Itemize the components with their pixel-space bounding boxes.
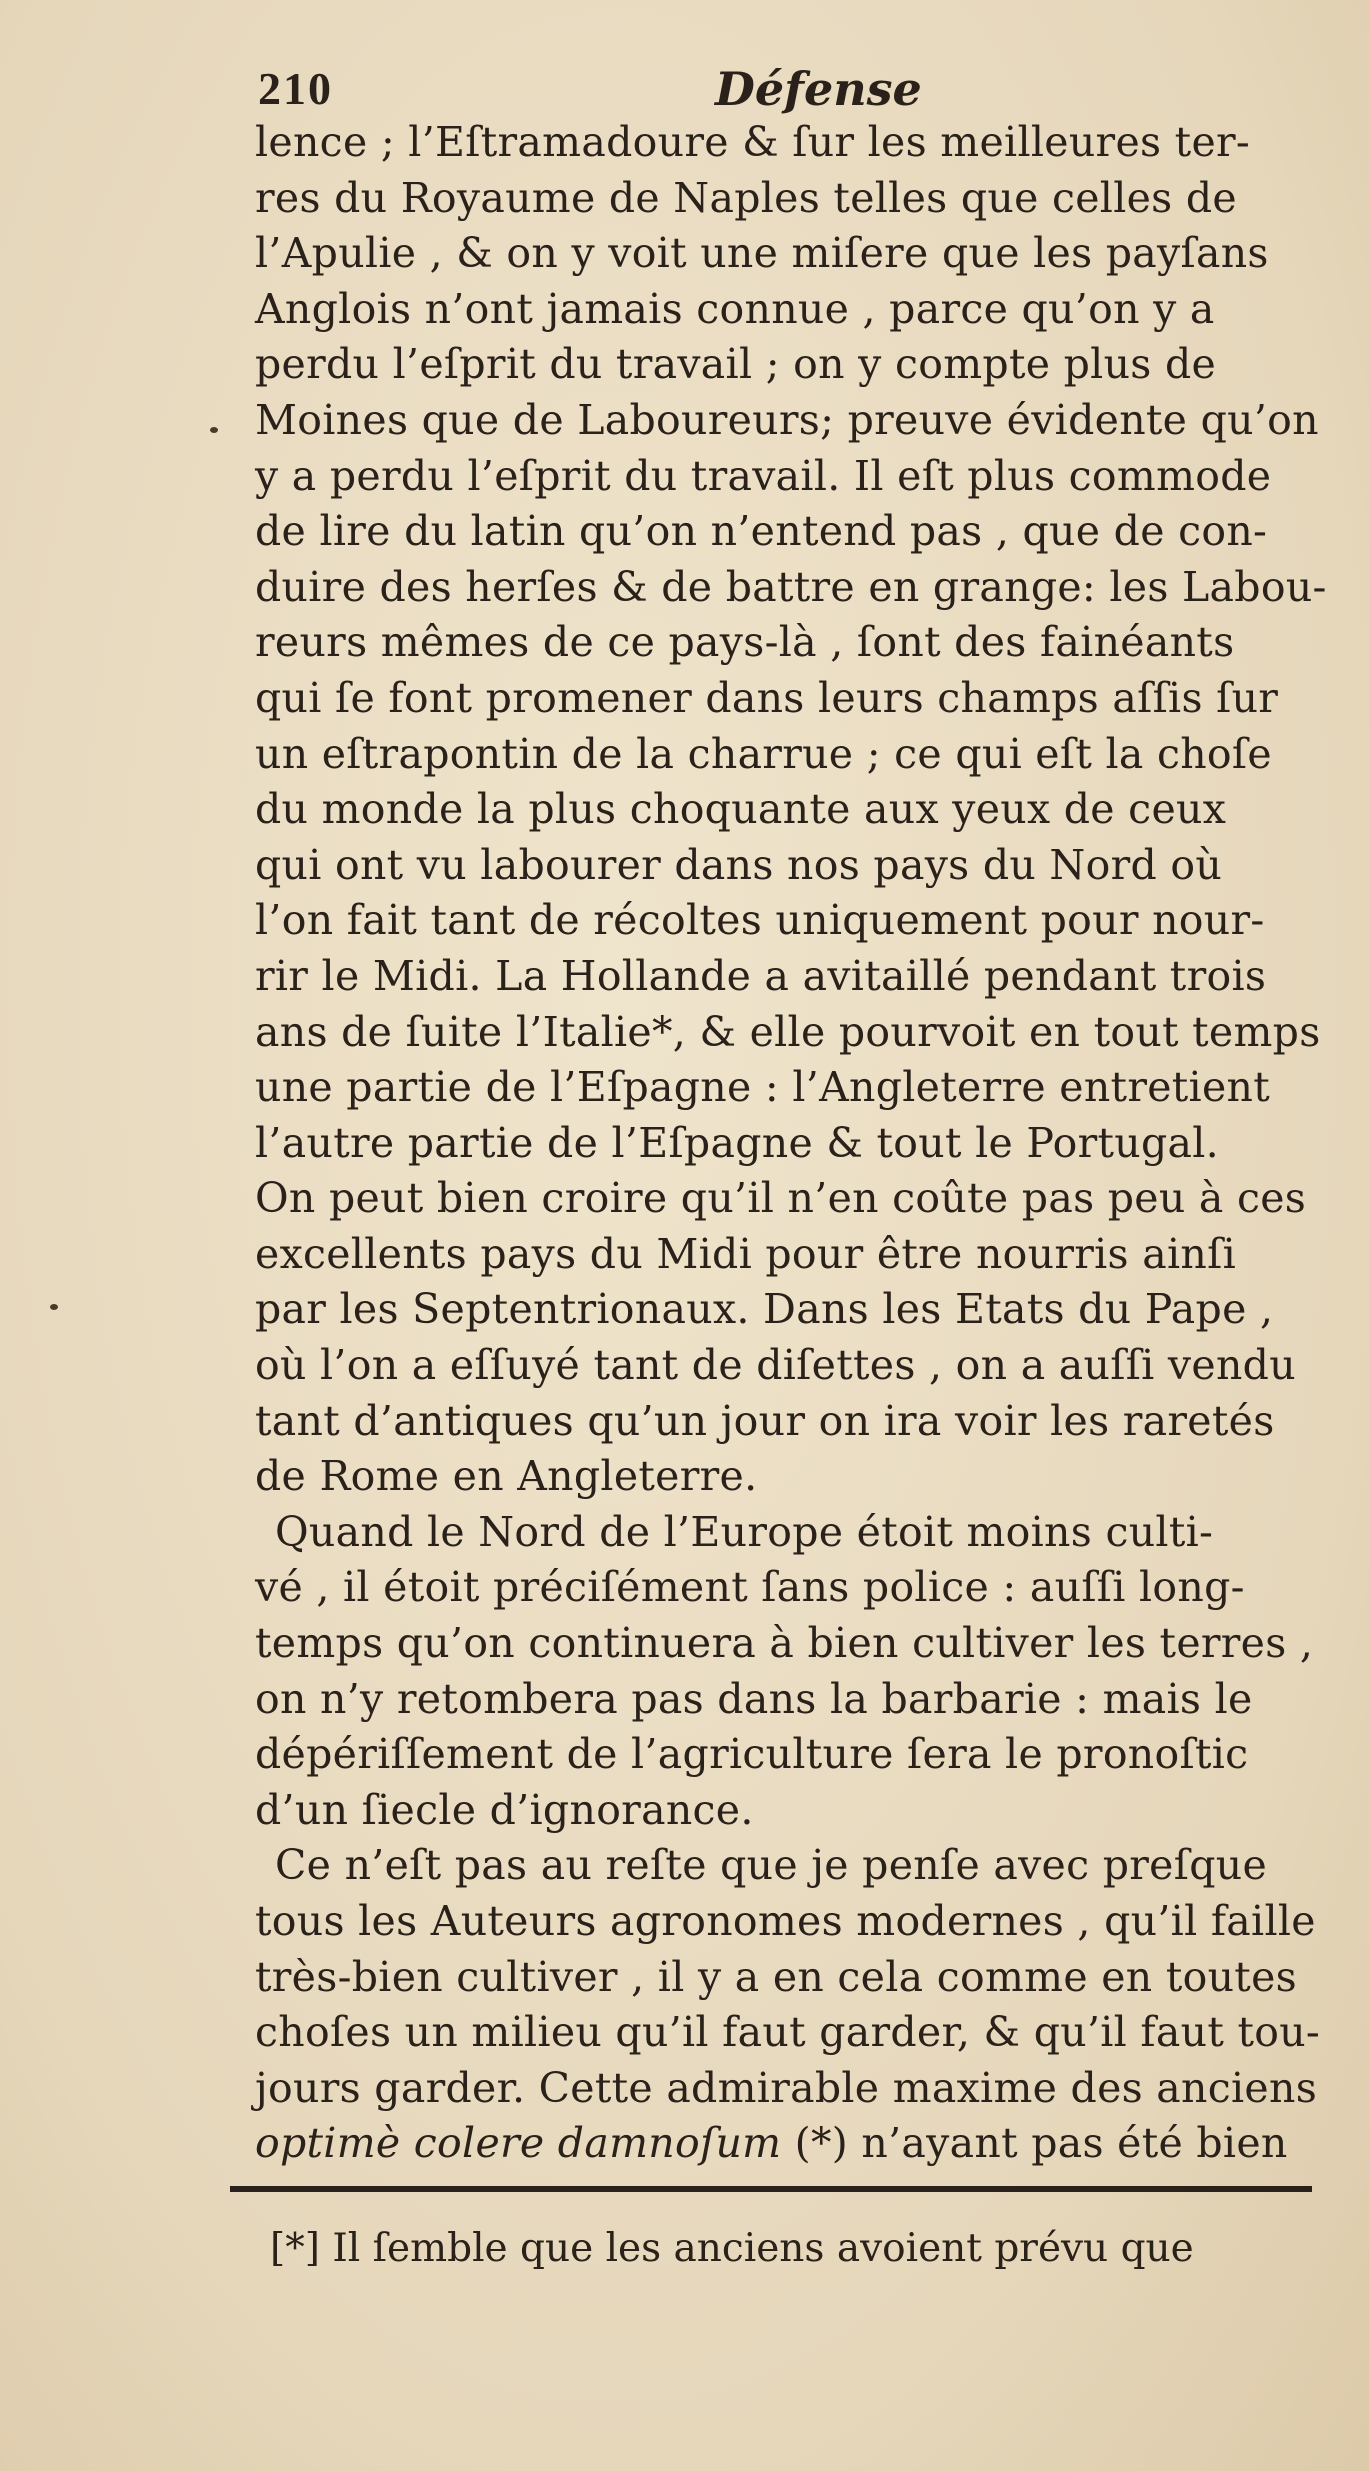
text-line-paragraph-start: Quand le Nord de l’Europe étoit moins culti- — [275, 1507, 1214, 1556]
text-line: où l’on a eſſuyé tant de diſettes , on a auſſi vendu — [255, 1341, 1296, 1390]
ink-speck — [50, 1304, 58, 1310]
text-line: rir le Midi. La Hollande a avitaillé pendant trois — [255, 951, 1267, 1000]
text-line: temps qu’on continuera à bien cultiver les terres , — [255, 1619, 1314, 1668]
footnote-rule — [230, 2186, 1312, 2192]
text-line: d’un ſiecle d’ignorance. — [255, 1785, 754, 1834]
text-line: une partie de l’Eſpagne : l’Angleterre entretient — [255, 1063, 1271, 1112]
text-line: du monde la plus choquante aux yeux de ceux — [255, 785, 1227, 834]
text-line: l’on fait tant de récoltes uniquement pour nour- — [255, 896, 1265, 945]
text-line: excellents pays du Midi pour être nourris ainſi — [255, 1229, 1236, 1278]
text-line-rest: (*) n’ayant pas été bien — [781, 2119, 1288, 2168]
text-line: dépériſſement de l’agriculture ſera le pronoſtic — [255, 1730, 1249, 1779]
text-line: qui ont vu labourer dans nos pays du Nord où — [255, 840, 1223, 889]
text-line: perdu l’eſprit du travail ; on y compte plus de — [255, 340, 1217, 389]
text-line: lence ; l’Eſtramadoure & ſur les meilleures ter- — [255, 118, 1251, 166]
text-line: res du Royaume de Naples telles que celles de — [255, 173, 1237, 222]
running-head: Défense — [715, 62, 922, 116]
text-line: de lire du latin qu’on n’entend pas , que de con- — [255, 507, 1268, 556]
text-line: On peut bien croire qu’il n’en coûte pas peu à ces — [255, 1174, 1307, 1223]
text-line: choſes un milieu qu’il faut garder, & qu’il faut tou- — [255, 2008, 1321, 2057]
text-line: tous les Auteurs agronomes modernes , qu’il faille — [255, 1897, 1316, 1945]
page-number: 210 — [258, 63, 333, 114]
text-line: un eſtrapontin de la charrue ; ce qui eſt la choſe — [255, 729, 1272, 778]
text-line-paragraph-start: Ce n’eſt pas au reſte que je penſe avec preſque — [275, 1841, 1268, 1890]
text-line: tant d’antiques qu’un jour on ira voir les raretés — [255, 1396, 1275, 1445]
text-line: on n’y retombera pas dans la barbarie : mais le — [255, 1674, 1253, 1723]
text-line: reurs mêmes de ce pays-là , ſont des fainéants — [255, 618, 1235, 667]
latin-quote: optimè colere damnoſum — [255, 2119, 782, 2168]
text-line: l’autre partie de l’Eſpagne & tout le Portugal. — [255, 1118, 1220, 1167]
footnote: [*] Il ſemble que les anciens avoient prévu que — [270, 2226, 1194, 2271]
ink-speck — [210, 427, 218, 433]
text-line-last — [255, 2116, 1315, 2172]
page-header — [0, 62, 1369, 122]
text-line: ans de ſuite l’Italie*, & elle pourvoit en tout temps — [255, 1007, 1321, 1056]
text-line: y a perdu l’eſprit du travail. Il eſt plus commode — [255, 451, 1272, 500]
text-line: de Rome en Angleterre. — [255, 1452, 758, 1501]
text-line: l’Apulie , & on y voit une miſere que les payſans — [255, 229, 1269, 278]
text-line: Moines que de Laboureurs; preuve évidente qu’on — [255, 395, 1319, 444]
text-line: très-bien cultiver , il y a en cela comme en toutes — [255, 1952, 1297, 2001]
text-line: par les Septentrionaux. Dans les Etats du Pape , — [255, 1285, 1274, 1334]
text-line: jours garder. Cette admirable maxime des anciens — [255, 2063, 1318, 2112]
text-line: vé , il étoit préciſément ſans police : auſſi long- — [255, 1563, 1245, 1612]
body-text — [255, 115, 1327, 2172]
text-line: qui ſe font promener dans leurs champs aſſis ſur — [255, 673, 1279, 722]
text-line: duire des herſes & de battre en grange: les Labou- — [255, 562, 1327, 611]
text-line: Anglois n’ont jamais connue , parce qu’on y a — [255, 284, 1215, 333]
